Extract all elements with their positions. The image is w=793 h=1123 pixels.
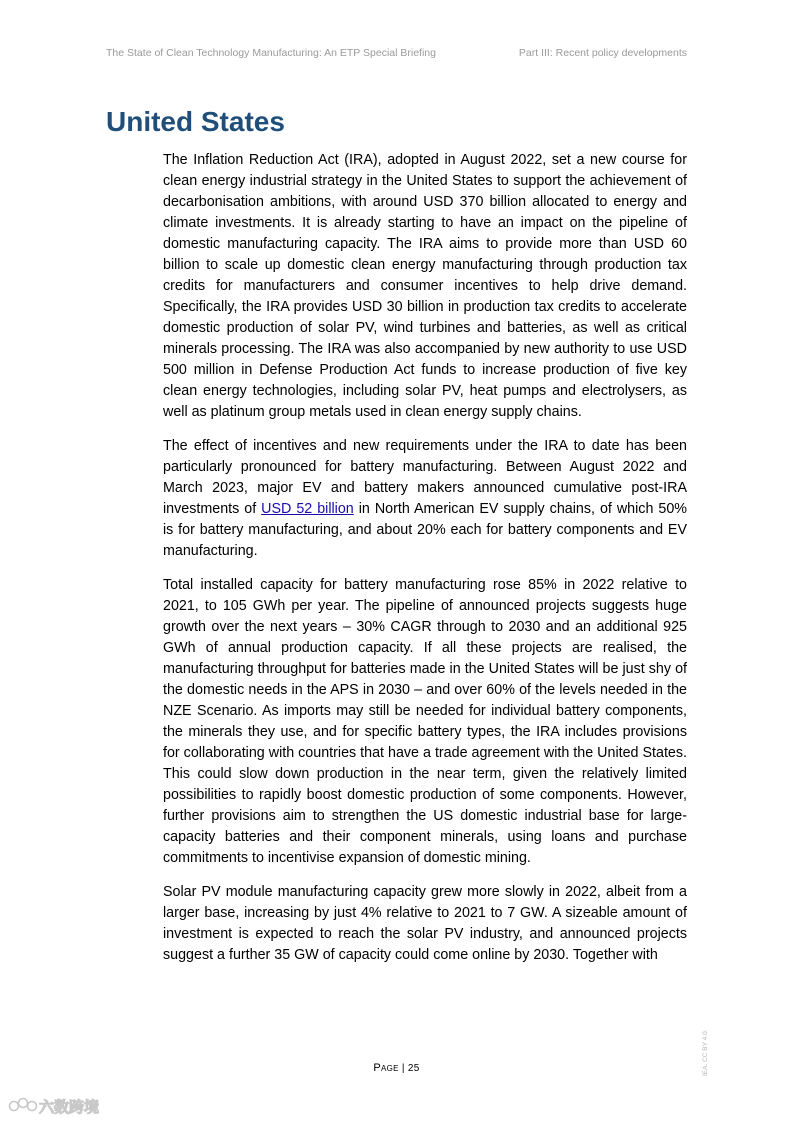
paragraph-solar-pv: Solar PV module manufacturing capacity grew more slowly in 2022, albeit from a larger base, increasing by just 4% relative to 2021 to 7 GW. A sizeable amount of investment is expected to reach the solar PV industry, and announced projects suggest a further 35 GW of capacity could come online by 2030. Together with bbox=[163, 884, 687, 963]
page-number bbox=[0, 1062, 793, 1074]
license-stamp: IEA. CC BY 4.0. bbox=[702, 1029, 709, 1076]
paragraph-ira-overview: The Inflation Reduction Act (IRA), adopted in August 2022, set a new course for clean energy industrial strategy in the United States to support the achievement of decarbonisation ambitions, with around USD 370 billion allocated to energy and climate investments. It is already starting to have an impact on the pipeline of domestic manufacturing capacity. The IRA aims to provide more than USD 60 billion to scale up domestic clean energy manufacturing through production tax credits for manufacturers and consumer incentives to help drive demand. Specifically, the IRA provides USD 30 billion in production tax credits to accelerate domestic production of solar PV, wind turbines and batteries, as well as critical minerals processing. The IRA was also accompanied by new authority to use USD 500 million in Defense Production Act funds to increase production of five key clean energy technologies, including solar PV, heat pumps and electrolysers, as well as platinum group metals used in clean energy supply chains. bbox=[163, 152, 687, 420]
watermark bbox=[8, 1094, 108, 1118]
paragraph-text: in North American EV supply chains, of which 50% is for battery manufacturing, and about 20% each for battery components and EV manufacturing. bbox=[163, 501, 687, 559]
paragraph-battery-incentives bbox=[163, 436, 687, 562]
usd-52-billion-link[interactable]: USD 52 billion bbox=[261, 501, 354, 517]
page-separator: | bbox=[401, 1063, 405, 1074]
watermark-logo-icon bbox=[8, 1094, 108, 1118]
page-label: Page bbox=[373, 1062, 399, 1074]
watermark-text: 六数跨境 bbox=[39, 1098, 100, 1116]
running-header bbox=[106, 47, 687, 61]
header-part-title: Part III: Recent policy developments bbox=[518, 47, 687, 59]
page-number-value: 25 bbox=[407, 1063, 420, 1074]
section-title: United States bbox=[106, 106, 285, 137]
paragraph-text: The effect of incentives and new requirements under the IRA to date has been particularly pronounced for battery manufacturing. Between August 2022 and March 2023, major EV and battery makers announced cumulative post-IRA investments of bbox=[163, 438, 687, 517]
header-report-title: The State of Clean Technology Manufacturing: An ETP Special Briefing bbox=[106, 47, 436, 59]
paragraph-battery-capacity: Total installed capacity for battery manufacturing rose 85% in 2022 relative to 2021, to 105 GWh per year. The pipeline of announced projects suggests huge growth over the next years – 30% CAGR through to 2030 and an additional 925 GWh of annual production capacity. If all these projects are realised, the manufacturing throughput for batteries made in the United States will be just shy of the domestic needs in the APS in 2030 – and over 60% of the levels needed in the NZE Scenario. As imports may still be needed for individual battery components, the minerals they use, and for specific battery types, the IRA includes provisions for collaborating with countries that have a trade agreement with the United States. This could slow down production in the near term, given the relatively limited possibilities to rapidly boost domestic production of some components. However, further provisions aim to strengthen the US domestic industrial base for large-capacity batteries and their component minerals, using loans and purchase commitments to incentivise expansion of domestic mining. bbox=[163, 577, 687, 866]
body-text bbox=[163, 150, 687, 979]
